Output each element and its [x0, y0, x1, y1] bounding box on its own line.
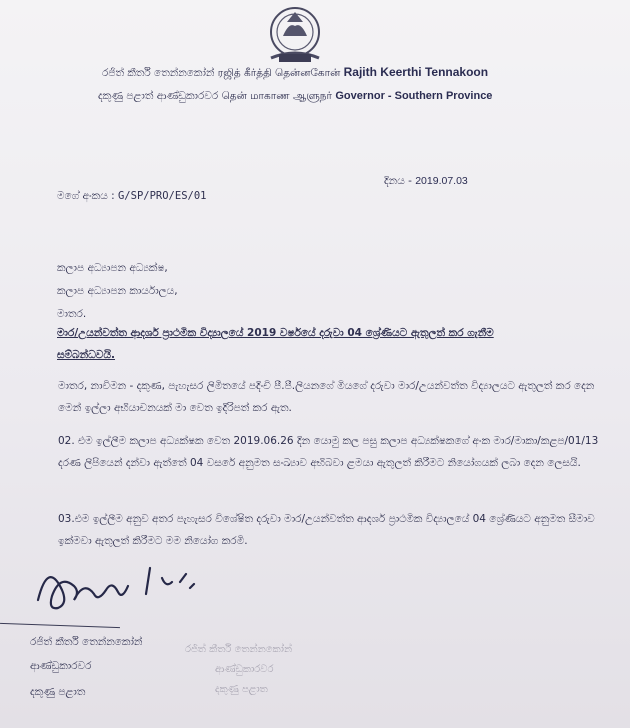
reference-line: මගේ අංකය : G/SP/PRO/ES/01: [57, 190, 207, 202]
signatory-name: රජිත් කීර්ති තෙන්නකෝන්: [30, 636, 143, 648]
recipient-line-1: කලාප අධ්‍යාපන අධ්‍යක්ෂ,: [57, 262, 168, 274]
letterhead-name-line: [102, 65, 488, 80]
stamp-line-2: ආණ්ඩුකාරවර: [215, 664, 274, 675]
official-stamp: [185, 640, 292, 700]
paragraph-1: මාතර, නාවිමන - දකුණ, පැහැසර ලිමිතයේ පදිංචි පී.පී.ලියනගේ මියගේ දරුවා මාර/උයන්වත්ත විද්‍යාලයට ඇතුලත් කර දෙන මෙන් ඉල්ලා අභියාචනයක් මා වෙත ඉදිරිපත් කර ඇත.: [58, 380, 595, 414]
name-sinhala: රජිත් කීර්ති තෙන්නකෝන්: [102, 67, 218, 79]
subject-line-2: සම්බන්ධවයි.: [57, 349, 116, 361]
name-english: Rajith Keerthi Tennakoon: [343, 65, 489, 79]
letterhead-title-line: [98, 90, 492, 103]
subject-line-1: මාර/උයන්වත්ත ආදර්ශ ප්‍රාථමික විද්‍යාලයේ 2019 වර්ෂයේ දරුවා 04 ශ්‍රේණියට ඇතුලත් කර ගැනීම: [57, 327, 494, 339]
name-tamil: ரஜித் கீர்த்தி தென்னகோன்: [217, 67, 341, 79]
signatory-title: ආණ්ඩුකාරවර: [30, 660, 92, 672]
paragraph-2: 02. එම ඉල්ලීම කලාප අධ්‍යක්ෂක වෙත 2019.06.26 දින යොමු කල පසු කලාප අධ්‍යක්ෂකගේ අංක මාර/මාකා/කළප/01/13 දරණ ලිපියෙන් දන්වා ඇත්තේ 04 වසරේ අනුමත සංඛ්‍යාව අභිබවා ළමයා ඇතුලත් කිරීමට නියෝගයක් ලබා දෙන ලෙසයි.: [58, 435, 599, 469]
recipient-line-2: කලාප අධ්‍යාපන කාර්යාලය,: [57, 285, 178, 297]
title-sinhala: දකුණු පළාත් ආණ්ඩුකාරවර: [98, 90, 219, 102]
date-label: දිනය: [384, 175, 405, 187]
stamp-line-3: දකුණු පළාත: [215, 684, 268, 695]
date-line: දිනය - 2019.07.03: [384, 175, 468, 187]
recipient-line-3: මාතර.: [57, 308, 87, 320]
title-tamil: தென் மாகாண ஆளுநர்: [221, 90, 332, 102]
title-english: Governor - Southern Province: [335, 90, 493, 102]
paragraph-3: 03.එම ඉල්ලීම අනුව අතර පැහැසර විශේෂිත දරුවා මාර/උයන්වත්ත ආදර්ශ ප්‍රාථමික විද්‍යාලයේ 04 ශ්‍රේණියට අනුමත සීමාව ඉක්මවා ඇතුලත් කිරීමට මම නියෝග කරමි.: [58, 513, 595, 547]
date-value: 2019.07.03: [415, 175, 468, 187]
ref-label: මගේ අංකය: [57, 190, 108, 202]
signatory-province: දකුණු පළාත: [30, 686, 86, 698]
emblem-icon: [261, 2, 329, 66]
stamp-line-1: රජිත් කීර්ති තෙන්නකෝන්: [185, 644, 293, 655]
ref-value: G/SP/PRO/ES/01: [117, 190, 207, 202]
signature-rule: [0, 623, 120, 628]
signature-icon: [30, 548, 220, 618]
